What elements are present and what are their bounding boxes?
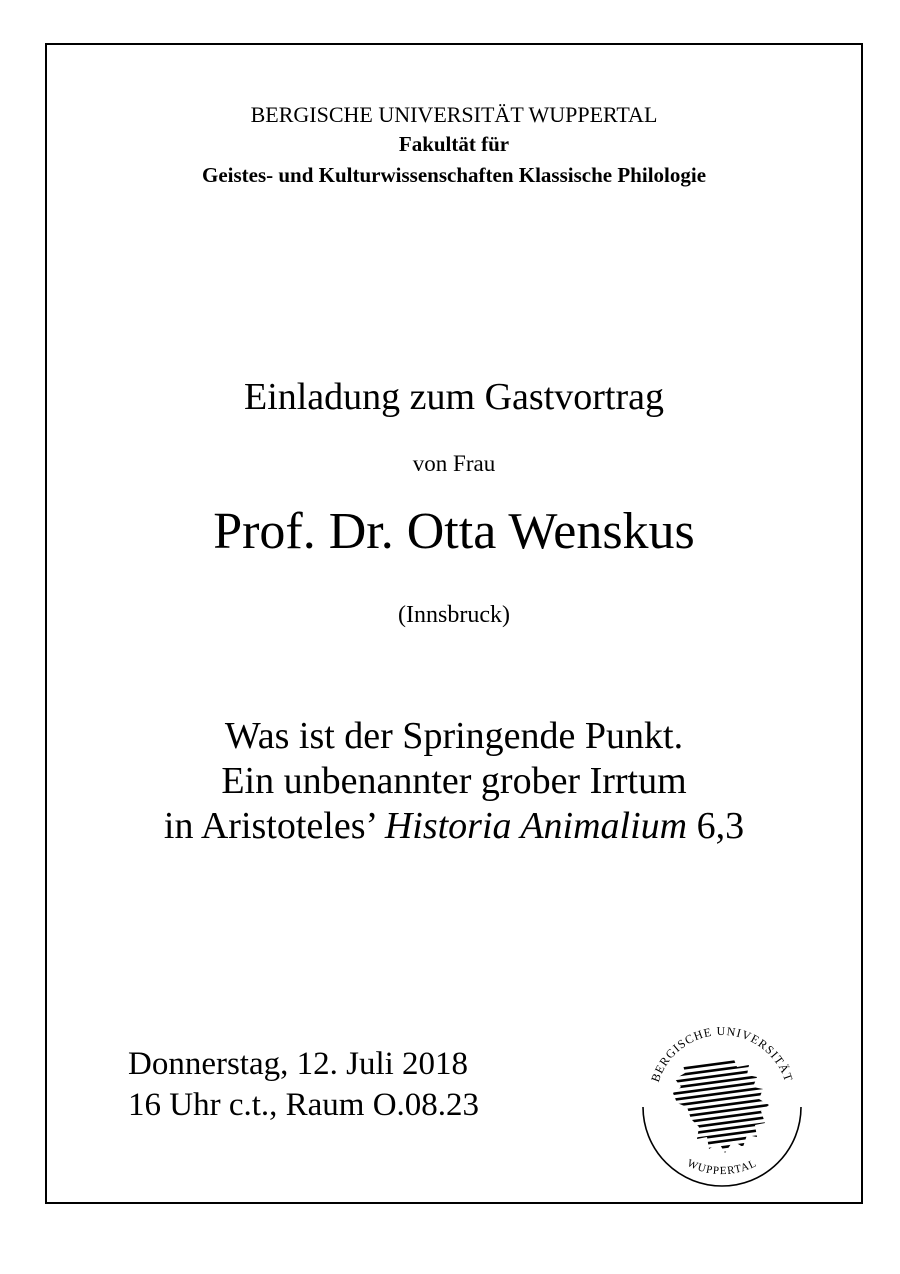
talk-title-line-1: Was ist der Springende Punkt. (224, 715, 684, 757)
invitation-heading: Einladung zum Gastvortrag (243, 376, 664, 418)
talk-title-line-3-suffix: 6,3 (687, 805, 745, 847)
talk-title-line-2: Ein unbenannter grober Irrtum (221, 760, 687, 802)
event-date: Donnerstag, 12. Juli 2018 (128, 1046, 469, 1082)
work-title: Historia Animalium (384, 805, 688, 847)
seal-bottom-text: WUPPERTAL (685, 1157, 759, 1178)
university-name: BERGISCHE UNIVERSITÄT WUPPERTAL (250, 102, 658, 127)
talk-title-line-3-prefix: in Aristoteles’ (163, 805, 385, 847)
seal-top-text: BERGISCHE UNIVERSITÄT (648, 1023, 796, 1084)
lion-seal-icon (629, 1007, 815, 1191)
svg-text:WUPPERTAL (685, 1157, 758, 1177)
speaker-prefix: von Frau (412, 451, 496, 476)
talk-title-line-3 (45, 804, 863, 849)
lion-hatching (649, 1051, 799, 1178)
event-time-place: 16 Uhr c.t., Raum O.08.23 (128, 1087, 480, 1123)
faculty-line-2: Geistes- und Kulturwissenschaften Klassische Philologie (201, 163, 707, 187)
event-details (128, 1044, 479, 1126)
faculty-line-1: Fakultät für (398, 132, 510, 156)
speaker-name: Prof. Dr. Otta Wenskus (213, 503, 695, 560)
speaker-affiliation: (Innsbruck) (398, 602, 510, 628)
talk-title (45, 714, 863, 849)
